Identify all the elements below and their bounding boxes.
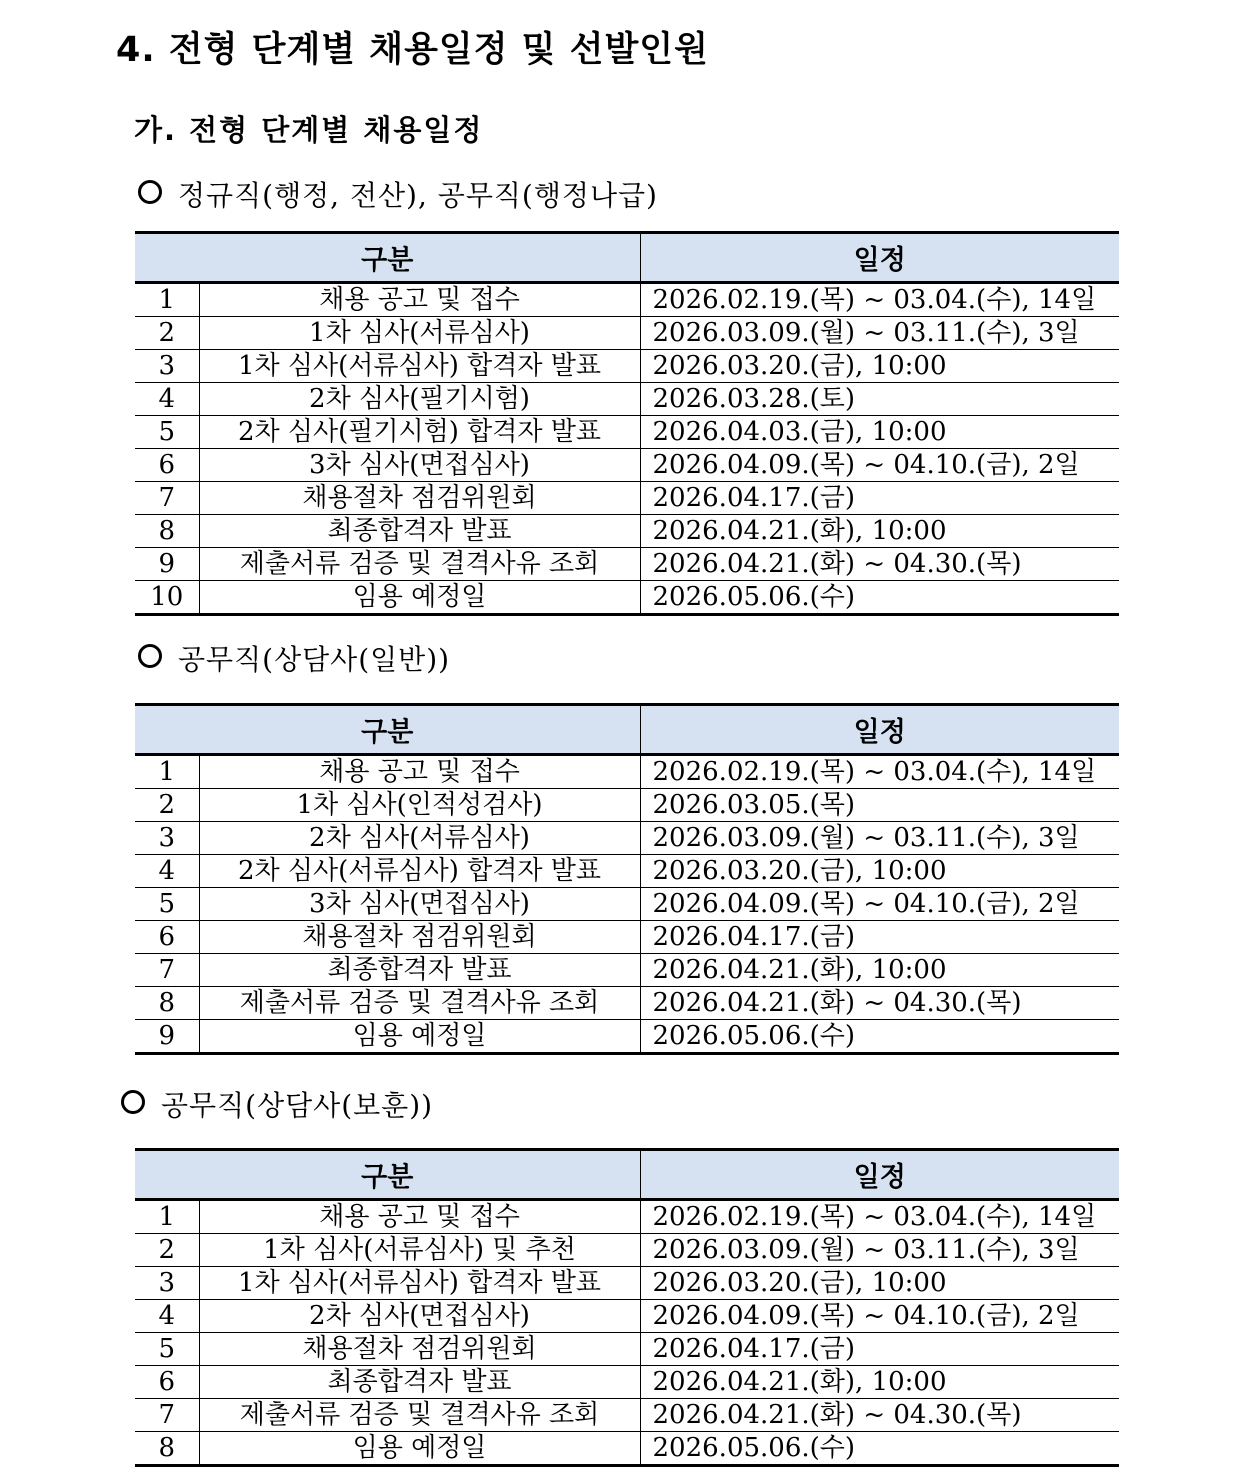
- row-number: 10: [135, 581, 199, 615]
- row-date: 2026.02.19.(목) ~ 03.04.(수), 14일: [640, 283, 1119, 317]
- row-step: 3차 심사(면접심사): [199, 888, 640, 921]
- header-schedule: 일정: [640, 1150, 1119, 1200]
- row-number: 2: [135, 1234, 199, 1267]
- row-step: 최종합격자 발표: [199, 954, 640, 987]
- row-date: 2026.04.03.(금), 10:00: [640, 416, 1119, 449]
- row-number: 6: [135, 1366, 199, 1399]
- row-date: 2026.04.17.(금): [640, 482, 1119, 515]
- row-number: 7: [135, 1399, 199, 1432]
- row-number: 4: [135, 383, 199, 416]
- table-body: [135, 283, 1119, 615]
- row-number: 7: [135, 954, 199, 987]
- row-number: 5: [135, 1333, 199, 1366]
- row-step: 임용 예정일: [199, 1020, 640, 1054]
- row-date: 2026.05.06.(수): [640, 1020, 1119, 1054]
- row-step: 1차 심사(서류심사): [199, 317, 640, 350]
- row-date: 2026.05.06.(수): [640, 1432, 1119, 1466]
- row-date: 2026.03.09.(월) ~ 03.11.(수), 3일: [640, 1234, 1119, 1267]
- table-header-row: [135, 233, 1119, 283]
- row-number: 4: [135, 855, 199, 888]
- row-step: 채용절차 점검위원회: [199, 1333, 640, 1366]
- table-row: [135, 1399, 1119, 1432]
- row-number: 1: [158, 1202, 176, 1232]
- row-date: 2026.02.19.(목) ~ 03.04.(수), 14일: [640, 755, 1119, 789]
- row-step: 2차 심사(필기시험) 합격자 발표: [199, 416, 640, 449]
- row-number: 1: [158, 757, 176, 787]
- row-date: 2026.04.17.(금): [640, 921, 1119, 954]
- row-step: 최종합격자 발표: [199, 1366, 640, 1399]
- row-number: 7: [135, 482, 199, 515]
- row-number: 5: [135, 416, 199, 449]
- row-step: 2차 심사(서류심사): [199, 822, 640, 855]
- header-category: 구분: [135, 705, 640, 755]
- table-row: [135, 1432, 1119, 1466]
- header-category: 구분: [135, 233, 640, 283]
- table-row: [135, 383, 1119, 416]
- row-number: 9: [135, 1020, 199, 1054]
- row-date: 2026.04.09.(목) ~ 04.10.(금), 2일: [640, 888, 1119, 921]
- table-row: [135, 482, 1119, 515]
- row-date: 2026.04.09.(목) ~ 04.10.(금), 2일: [640, 1300, 1119, 1333]
- section-heading-text: 공무직(상담사(보훈)): [161, 1089, 434, 1122]
- section-heading-regular: [138, 174, 658, 214]
- table-body: [135, 755, 1119, 1054]
- table-row: [135, 416, 1119, 449]
- circle-bullet-icon: [138, 644, 162, 668]
- table-row: [135, 350, 1119, 383]
- row-step: 3차 심사(면접심사): [199, 449, 640, 482]
- row-number: 9: [135, 548, 199, 581]
- row-date: 2026.04.09.(목) ~ 04.10.(금), 2일: [640, 449, 1119, 482]
- table-row: [135, 581, 1119, 615]
- row-date: 2026.04.21.(화), 10:00: [640, 954, 1119, 987]
- row-number: 6: [135, 449, 199, 482]
- row-step: 2차 심사(필기시험): [199, 383, 640, 416]
- section-heading-text: 정규직(행정, 전산), 공무직(행정나급): [178, 179, 658, 212]
- row-step: 1차 심사(서류심사) 합격자 발표: [199, 350, 640, 383]
- table-row: [135, 1267, 1119, 1300]
- circle-bullet-icon: [121, 1090, 145, 1114]
- row-date: 2026.04.21.(화) ~ 04.30.(목): [640, 1399, 1119, 1432]
- row-step: 1차 심사(인적성검사): [199, 789, 640, 822]
- table-row: [135, 1020, 1119, 1054]
- row-number: 3: [135, 822, 199, 855]
- table-row: [135, 1300, 1119, 1333]
- row-date: 2026.03.05.(목): [640, 789, 1119, 822]
- table-body: [135, 1200, 1119, 1466]
- row-step: 채용절차 점검위원회: [199, 921, 640, 954]
- row-date: 2026.04.21.(화) ~ 04.30.(목): [640, 987, 1119, 1020]
- table-row: [135, 1234, 1119, 1267]
- row-date: 2026.05.06.(수): [640, 581, 1119, 615]
- table-row: [135, 921, 1119, 954]
- table-row: [135, 954, 1119, 987]
- row-number: 8: [135, 515, 199, 548]
- table-row: [135, 317, 1119, 350]
- row-date: 2026.03.20.(금), 10:00: [640, 350, 1119, 383]
- row-number: 2: [135, 789, 199, 822]
- row-step: 채용 공고 및 접수: [199, 755, 640, 789]
- row-step: 최종합격자 발표: [199, 515, 640, 548]
- table-row: [135, 1366, 1119, 1399]
- row-date: 2026.03.28.(토): [640, 383, 1119, 416]
- row-date: 2026.04.21.(화), 10:00: [640, 515, 1119, 548]
- row-date: 2026.04.21.(화), 10:00: [640, 1366, 1119, 1399]
- section-heading-text: 공무직(상담사(일반)): [178, 643, 451, 676]
- row-number: 4: [135, 1300, 199, 1333]
- row-number: 8: [135, 1432, 199, 1466]
- row-step: 제출서류 검증 및 결격사유 조회: [199, 987, 640, 1020]
- row-date: 2026.04.17.(금): [640, 1333, 1119, 1366]
- page-title: 4. 전형 단계별 채용일정 및 선발인원: [116, 30, 709, 70]
- schedule-table-regular: [135, 231, 1119, 616]
- header-schedule: 일정: [640, 233, 1119, 283]
- table-row: [135, 789, 1119, 822]
- table-row: [135, 548, 1119, 581]
- table-row: [135, 283, 1119, 317]
- table-row: [135, 822, 1119, 855]
- row-step: 제출서류 검증 및 결격사유 조회: [199, 1399, 640, 1432]
- row-step: 1차 심사(서류심사) 합격자 발표: [199, 1267, 640, 1300]
- row-step: 임용 예정일: [199, 581, 640, 615]
- row-date: 2026.03.09.(월) ~ 03.11.(수), 3일: [640, 822, 1119, 855]
- row-step: 임용 예정일: [199, 1432, 640, 1466]
- header-schedule: 일정: [640, 705, 1119, 755]
- row-number: 6: [135, 921, 199, 954]
- table-header-row: [135, 705, 1119, 755]
- row-number: 1: [158, 285, 176, 315]
- table-row: [135, 855, 1119, 888]
- row-step: 2차 심사(서류심사) 합격자 발표: [199, 855, 640, 888]
- row-date: 2026.03.20.(금), 10:00: [640, 1267, 1119, 1300]
- table-header-row: [135, 1150, 1119, 1200]
- section-subtitle: 가. 전형 단계별 채용일정: [134, 113, 484, 147]
- row-date: 2026.03.20.(금), 10:00: [640, 855, 1119, 888]
- row-step: 제출서류 검증 및 결격사유 조회: [199, 548, 640, 581]
- row-step: 채용 공고 및 접수: [199, 283, 640, 317]
- row-date: 2026.02.19.(목) ~ 03.04.(수), 14일: [640, 1200, 1119, 1234]
- row-date: 2026.03.09.(월) ~ 03.11.(수), 3일: [640, 317, 1119, 350]
- table-row: [135, 755, 1119, 789]
- row-number: 3: [135, 350, 199, 383]
- schedule-table-counselor-general: [135, 703, 1119, 1055]
- row-step: 채용 공고 및 접수: [199, 1200, 640, 1234]
- schedule-table-counselor-veterans: [135, 1148, 1119, 1467]
- row-step: 2차 심사(면접심사): [199, 1300, 640, 1333]
- section-heading-counselor-veterans: [121, 1084, 433, 1124]
- table-row: [135, 888, 1119, 921]
- table-row: [135, 1200, 1119, 1234]
- table-row: [135, 515, 1119, 548]
- row-date: 2026.04.21.(화) ~ 04.30.(목): [640, 548, 1119, 581]
- row-number: 8: [135, 987, 199, 1020]
- table-row: [135, 1333, 1119, 1366]
- circle-bullet-icon: [138, 180, 162, 204]
- row-number: 2: [135, 317, 199, 350]
- header-category: 구분: [135, 1150, 640, 1200]
- row-number: 5: [135, 888, 199, 921]
- table-row: [135, 449, 1119, 482]
- row-number: 3: [135, 1267, 199, 1300]
- row-step: 채용절차 점검위원회: [199, 482, 640, 515]
- table-row: [135, 987, 1119, 1020]
- row-step: 1차 심사(서류심사) 및 추천: [199, 1234, 640, 1267]
- section-heading-counselor-general: [138, 638, 450, 678]
